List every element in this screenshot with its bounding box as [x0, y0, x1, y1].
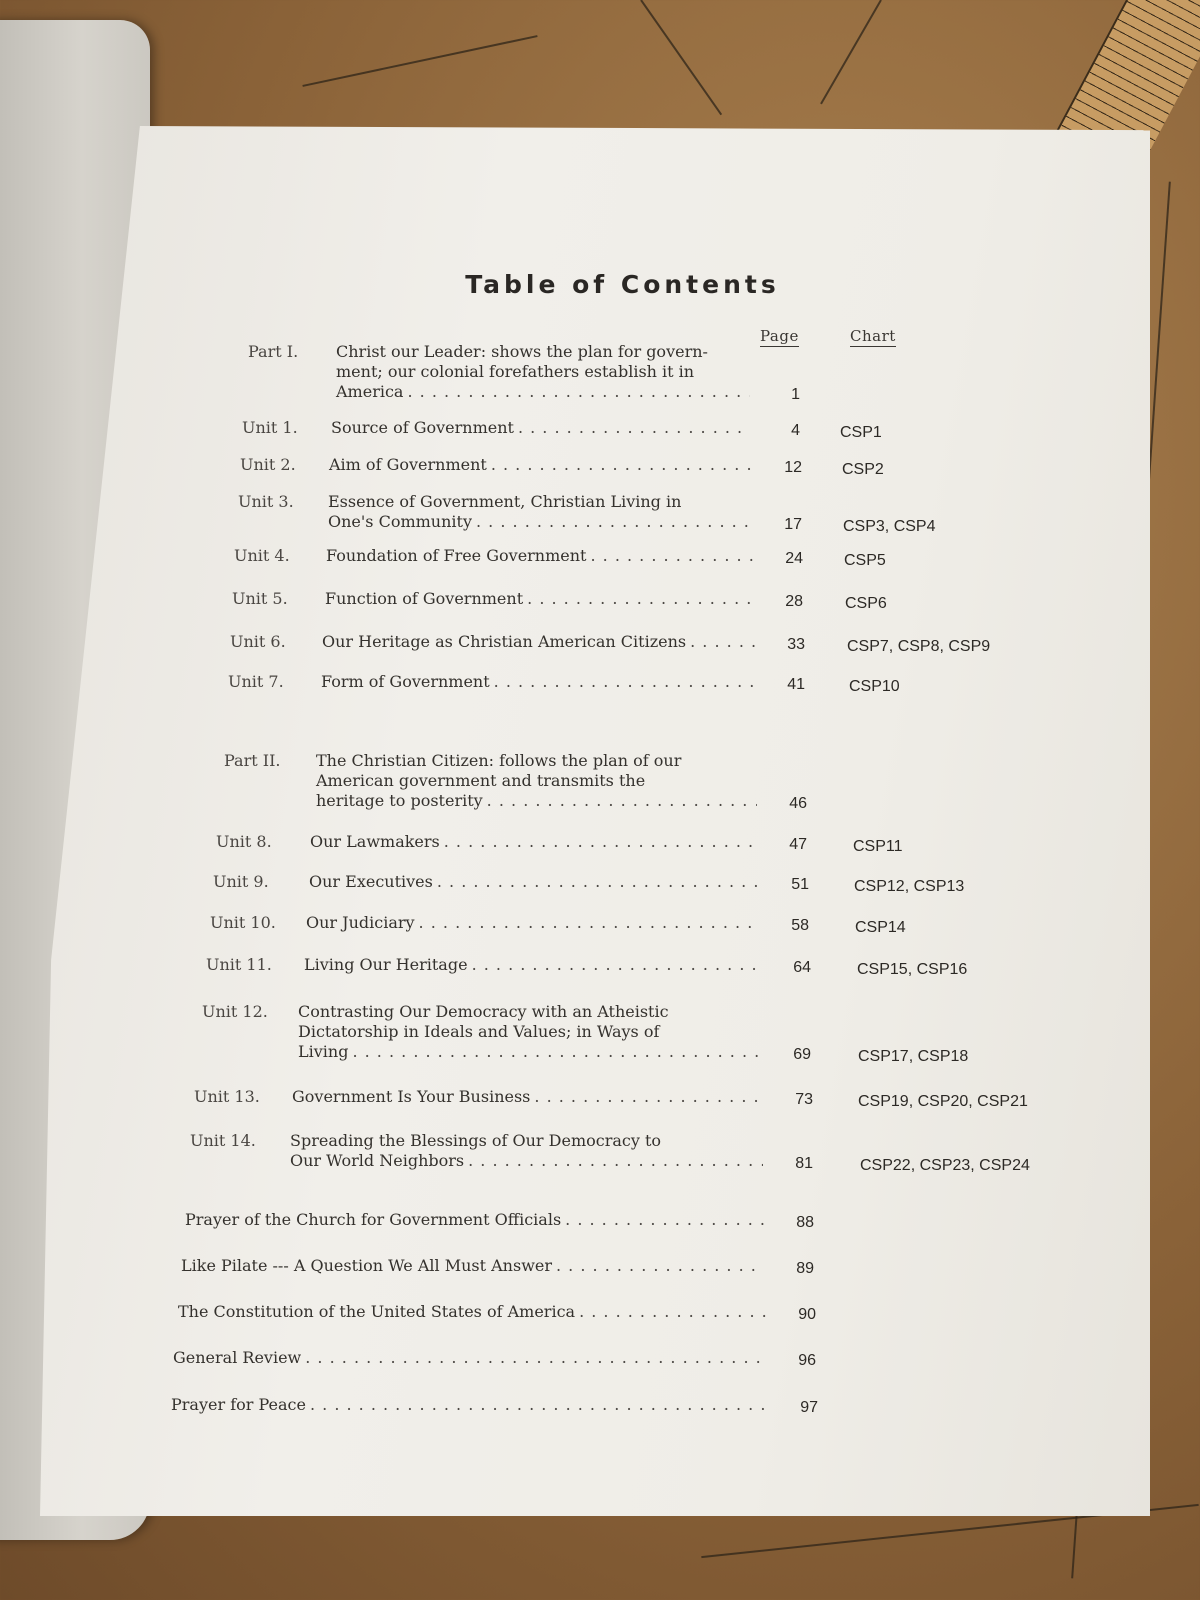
toc-entry-title-text: Government Is Your Business — [292, 1087, 531, 1106]
toc-entry-chart: CSP3, CSP4 — [843, 518, 936, 535]
toc-entry-label: Unit 14. — [190, 1131, 256, 1150]
dot-leader — [419, 913, 759, 933]
toc-entry-title-line — [331, 418, 750, 438]
toc-entry-title-text: America — [336, 382, 404, 401]
toc-entry-title-text: Function of Government — [325, 589, 524, 608]
toc-entry-page: 33 — [787, 636, 805, 653]
toc-entry-chart: CSP1 — [840, 424, 882, 441]
toc-entry-page: 47 — [789, 836, 807, 853]
toc-entry-title-line: ment; our colonial forefathers establish it in — [336, 362, 695, 381]
toc-entry-page: 88 — [796, 1214, 814, 1231]
dot-leader — [579, 1302, 766, 1322]
toc-entry-label: Part II. — [224, 751, 281, 770]
toc-entry-page: 58 — [791, 917, 809, 934]
toc-entry-title-text: Prayer for Peace — [171, 1395, 306, 1414]
toc-entry-title — [185, 1210, 764, 1230]
toc-entry-title-text: Foundation of Free Government — [326, 546, 587, 565]
toc-entry-title — [171, 1395, 768, 1415]
toc-entry-title — [321, 672, 755, 692]
toc-entry-label: Unit 7. — [228, 672, 284, 691]
toc-entry-title-line — [322, 632, 755, 652]
toc-entry-title — [326, 546, 753, 566]
toc-entry-title-line — [316, 791, 757, 811]
toc-entry-label: Unit 8. — [216, 832, 272, 851]
toc-entry-page: 73 — [795, 1091, 813, 1108]
toc-entry-chart: CSP2 — [842, 461, 884, 478]
toc-entry-title-text: The Constitution of the United States of America — [178, 1302, 576, 1321]
toc-entry-title — [173, 1348, 766, 1368]
toc-entry-chart: CSP5 — [844, 552, 886, 569]
toc-entry-label: Unit 10. — [210, 913, 276, 932]
toc-entry-title — [336, 342, 750, 402]
toc-entry-title-line — [328, 512, 752, 532]
toc-entry-title-line — [326, 546, 753, 566]
toc-entry-label: Unit 5. — [232, 589, 288, 608]
toc-entry-title — [304, 955, 761, 975]
toc-entry-title-line — [306, 913, 759, 933]
toc-entry-title-line — [325, 589, 753, 609]
toc-entry-chart: CSP14 — [855, 919, 906, 936]
dot-leader — [437, 872, 759, 892]
mat-grid-line — [640, 0, 722, 115]
toc-entry-chart: CSP15, CSP16 — [857, 961, 968, 978]
toc-entry-label: Unit 11. — [206, 955, 272, 974]
dot-leader — [352, 1042, 761, 1062]
toc-entry-title — [322, 632, 755, 652]
toc-entry-title-line: Dictatorship in Ideals and Values; in Ways of — [298, 1022, 660, 1041]
toc-entry-label: Unit 12. — [202, 1002, 268, 1021]
toc-entry-chart: CSP12, CSP13 — [854, 878, 965, 895]
toc-entry-title-text: Source of Government — [331, 418, 514, 437]
toc-entry-page: 12 — [784, 459, 802, 476]
toc-entry-title — [181, 1256, 764, 1276]
toc-entry-title-line — [292, 1087, 763, 1107]
dot-leader — [590, 546, 753, 566]
toc-entry-page: 4 — [791, 422, 800, 439]
toc-entry-title-text: Our Executives — [309, 872, 433, 891]
toc-entry-title — [290, 1131, 763, 1171]
toc-entry-chart: CSP11 — [853, 838, 903, 855]
toc-entry-label: Unit 2. — [240, 455, 296, 474]
toc-entry-title — [178, 1302, 766, 1322]
toc-entry-title-text: Our World Neighbors — [290, 1151, 465, 1170]
toc-entry-label: Part I. — [248, 342, 299, 361]
toc-entry-title-text: One's Community — [328, 512, 472, 531]
toc-entry-title — [329, 455, 752, 475]
dot-leader — [487, 791, 757, 811]
toc-entry-title-line — [329, 455, 752, 475]
toc-entry-title-line — [310, 832, 757, 852]
dot-leader — [565, 1210, 764, 1230]
chart-column-header: Chart — [850, 327, 896, 345]
dot-leader — [476, 512, 752, 532]
toc-entry-page: 41 — [787, 676, 805, 693]
dot-leader — [534, 1087, 763, 1107]
toc-entry-chart: CSP22, CSP23, CSP24 — [860, 1157, 1030, 1174]
toc-entry-title-line — [304, 955, 761, 975]
page-column-header: Page — [760, 327, 799, 345]
toc-entry-title-text: General Review — [173, 1348, 302, 1367]
toc-entry-title — [328, 492, 752, 532]
toc-entry-page: 96 — [798, 1352, 816, 1369]
toc-entry-page: 46 — [789, 795, 807, 812]
toc-entry-title — [325, 589, 753, 609]
mat-grid-line — [302, 35, 537, 87]
toc-entry-title-line — [309, 872, 759, 892]
toc-entry-label: Unit 13. — [194, 1087, 260, 1106]
toc-entry-page: 1 — [791, 386, 800, 403]
toc-entry-title-text: Our Lawmakers — [310, 832, 440, 851]
toc-entry-page: 28 — [785, 593, 803, 610]
toc-entry-chart: CSP6 — [845, 595, 887, 612]
toc-entry-title — [298, 1002, 761, 1062]
toc-entry-page: 24 — [785, 550, 803, 567]
toc-entry-title-line — [185, 1210, 764, 1230]
toc-entry-chart: CSP7, CSP8, CSP9 — [847, 638, 991, 655]
dot-leader — [472, 955, 761, 975]
toc-entry-title-text: Living — [298, 1042, 349, 1061]
toc-entry-label: Unit 6. — [230, 632, 286, 651]
dot-leader — [468, 1151, 763, 1171]
toc-entry-title-text: Our Judiciary — [306, 913, 415, 932]
toc-entry-title — [309, 872, 759, 892]
toc-entry-title-text: Form of Government — [321, 672, 490, 691]
toc-entry-title-line — [171, 1395, 768, 1415]
toc-entry-page: 97 — [800, 1399, 818, 1416]
toc-entry-title-line: American government and transmits the — [316, 771, 646, 790]
toc-entry-title-line — [321, 672, 755, 692]
dot-leader — [690, 632, 755, 652]
toc-entry-label: Unit 3. — [238, 492, 294, 511]
toc-entry-title-line — [290, 1151, 763, 1171]
toc-entry-title-line: The Christian Citizen: follows the plan of our — [316, 751, 682, 770]
toc-entry-title — [310, 832, 757, 852]
toc-entry-title-line — [173, 1348, 766, 1368]
toc-entry-chart: CSP19, CSP20, CSP21 — [858, 1093, 1028, 1110]
toc-entry-page: 89 — [796, 1260, 814, 1277]
toc-entry-title-text: Like Pilate --- A Question We All Must Answer — [181, 1256, 552, 1275]
mat-grid-line — [820, 0, 882, 104]
toc-entry-label: Unit 1. — [242, 418, 298, 437]
toc-entry-title-line — [298, 1042, 761, 1062]
toc-entry-title-line: Spreading the Blessings of Our Democracy to — [290, 1131, 662, 1150]
toc-entry-title-line: Contrasting Our Democracy with an Atheistic — [298, 1002, 669, 1021]
toc-entry-title-line: Essence of Government, Christian Living in — [328, 492, 682, 511]
dot-leader — [556, 1256, 764, 1276]
toc-entry-title-text: Living Our Heritage — [304, 955, 468, 974]
toc-entry-page: 17 — [784, 516, 802, 533]
dot-leader — [527, 589, 753, 609]
toc-entry-title-text: Prayer of the Church for Government Officials — [185, 1210, 562, 1229]
toc-entry-title-text: heritage to posterity — [316, 791, 483, 810]
dot-leader — [444, 832, 757, 852]
toc-entry-title-line — [336, 382, 750, 402]
toc-entry-label: Unit 4. — [234, 546, 290, 565]
toc-entry-title-line — [178, 1302, 766, 1322]
toc-entry-page: 81 — [795, 1155, 813, 1172]
toc-entry-chart: CSP17, CSP18 — [858, 1048, 969, 1065]
dot-leader — [310, 1395, 768, 1415]
toc-entry-title-text: Aim of Government — [329, 455, 487, 474]
toc-entry-chart: CSP10 — [849, 678, 900, 695]
dot-leader — [407, 382, 750, 402]
dot-leader — [494, 672, 755, 692]
toc-entry-page: 64 — [793, 959, 811, 976]
toc-entry-title-line: Christ our Leader: shows the plan for govern- — [336, 342, 708, 361]
toc-entry-title — [331, 418, 750, 438]
dot-leader — [518, 418, 750, 438]
toc-entry-page: 51 — [791, 876, 809, 893]
dot-leader — [491, 455, 752, 475]
toc-entry-title-line — [181, 1256, 764, 1276]
toc-entry-title — [316, 751, 757, 811]
page-title: Table of Contents — [465, 270, 780, 299]
dot-leader — [305, 1348, 766, 1368]
toc-entry-title — [292, 1087, 763, 1107]
toc-entry-page: 69 — [793, 1046, 811, 1063]
toc-entry-title-text: Our Heritage as Christian American Citizens — [322, 632, 687, 651]
toc-entry-title — [306, 913, 759, 933]
toc-entry-page: 90 — [798, 1306, 816, 1323]
toc-entry-label: Unit 9. — [213, 872, 269, 891]
